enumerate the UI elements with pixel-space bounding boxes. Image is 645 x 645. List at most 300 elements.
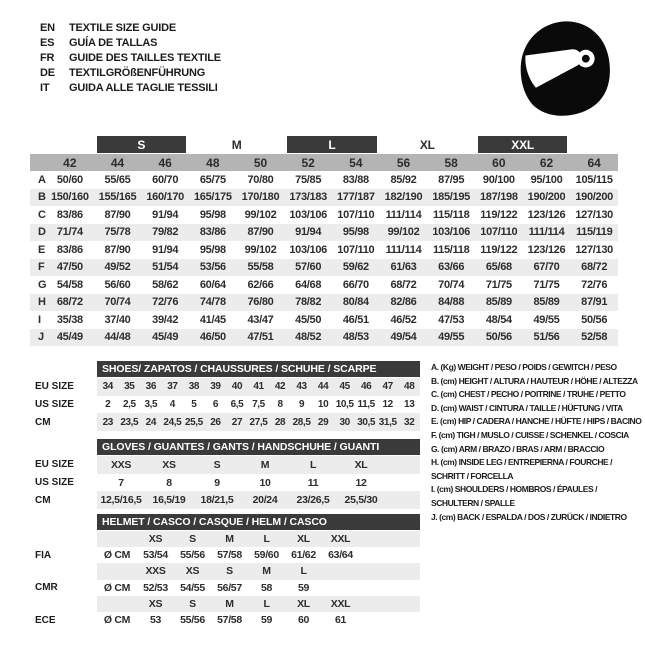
legend-item-b: B. (cm) HEIGHT / ALTURA / HAUTEUR / HÖHE / ALTEZZA <box>431 375 638 386</box>
size-value: 127/130 <box>575 243 613 256</box>
size-value: 59 <box>260 614 273 627</box>
size-value: 28,5 <box>292 416 311 428</box>
legend-item-d: D. (cm) WAIST / CINTURA / TAILLE / HÜFTUNG / VITA <box>431 402 623 413</box>
size-value: 49/55 <box>438 331 465 344</box>
size-value: 60 <box>297 614 310 627</box>
size-value: 115/118 <box>432 208 470 221</box>
numeric-size: 64 <box>587 155 601 170</box>
size-value: 83/86 <box>56 208 83 221</box>
size-value: 47/51 <box>247 331 274 344</box>
language-label: TEXTILGRÖßENFÜHRUNG <box>69 66 206 79</box>
size-value: 38 <box>188 381 200 393</box>
shoes-row-1 <box>35 378 420 396</box>
size-value: 105/115 <box>575 173 613 186</box>
size-value: 36 <box>145 381 156 393</box>
size-value: 111/114 <box>385 208 422 221</box>
size-value: 61/62 <box>291 549 316 562</box>
size-value: 72/76 <box>581 278 608 291</box>
size-value: 85/89 <box>533 296 560 309</box>
size-value: 160/170 <box>146 191 184 204</box>
helmet-sizes-row-ece <box>35 596 420 612</box>
size-value: 103/106 <box>289 208 327 221</box>
size-value: 123/126 <box>527 208 566 221</box>
size-value: 8 <box>277 399 283 411</box>
size-value: 55/56 <box>180 549 205 562</box>
size-value: 12 <box>355 476 367 489</box>
helmet-size-label: XXL <box>330 533 351 546</box>
language-list <box>40 20 221 95</box>
size-value: 115/119 <box>575 226 613 239</box>
size-value: 24,5 <box>163 416 182 428</box>
size-value: 29 <box>317 416 329 428</box>
row-label: EU SIZE <box>35 459 74 471</box>
size-value: 95/98 <box>199 208 226 221</box>
size-value: 13 <box>404 399 415 411</box>
row-key: D <box>38 226 46 239</box>
size-value: 59/62 <box>342 261 369 274</box>
textile-size-table <box>30 136 618 346</box>
numeric-size: 58 <box>444 155 458 170</box>
size-value: XL <box>354 458 368 471</box>
textile-row-d <box>30 224 618 242</box>
numeric-size-row <box>30 154 618 171</box>
size-value: L <box>309 458 317 471</box>
size-group-xl: XL <box>419 137 435 152</box>
size-value: 46/51 <box>342 313 369 326</box>
legend-item-e: E. (cm) HIP / CADERA / HANCHE / HÜFTE / HIPS / BACINO <box>431 416 642 427</box>
language-label: GUIDA ALLE TAGLIE TESSILI <box>69 81 218 94</box>
size-value: 41/45 <box>199 313 226 326</box>
language-code: FR <box>40 51 55 64</box>
size-value: 177/187 <box>336 191 375 204</box>
size-value: 123/126 <box>527 243 566 256</box>
size-value: 155/165 <box>98 191 137 204</box>
size-value: 59 <box>297 581 310 594</box>
size-value: 71/75 <box>533 278 560 291</box>
gloves-size-table <box>35 439 420 509</box>
size-value: 60/70 <box>152 173 179 186</box>
size-value: 34 <box>102 381 113 393</box>
language-row-de <box>40 65 221 80</box>
size-value: 52/58 <box>581 331 608 344</box>
size-value: 99/102 <box>387 226 420 239</box>
size-value <box>322 580 359 596</box>
size-value: 54/55 <box>180 581 205 594</box>
gloves-table-header <box>35 439 420 455</box>
size-value: 11,5 <box>357 399 375 411</box>
row-key: H <box>38 296 46 309</box>
size-value: 165/175 <box>193 191 232 204</box>
size-value: 54/58 <box>56 278 83 291</box>
size-value: 85/92 <box>390 173 417 186</box>
size-value: 23 <box>102 416 113 428</box>
size-value: 56/60 <box>104 278 131 291</box>
size-value: 187/198 <box>479 191 518 204</box>
language-row-fr <box>40 50 221 65</box>
helmet-table-title: HELMET / CASCO / CASQUE / HELM / CASCO <box>97 514 420 530</box>
size-value: 27 <box>231 416 243 428</box>
size-value: 64/68 <box>295 278 322 291</box>
size-value: 41 <box>253 381 264 393</box>
size-value: 83/88 <box>342 173 369 186</box>
size-value: 65/75 <box>199 173 226 186</box>
size-value: 10 <box>259 476 271 489</box>
size-value: 82/86 <box>390 296 417 309</box>
textile-table-body <box>30 171 618 346</box>
size-value: 2,5 <box>122 399 136 411</box>
size-value: 57/60 <box>295 261 322 274</box>
size-value: 49/55 <box>533 313 560 326</box>
size-value: 58 <box>260 581 273 594</box>
size-value: 30 <box>339 416 350 428</box>
row-label: US SIZE <box>35 477 74 489</box>
size-value: 190/200 <box>575 191 613 204</box>
row-label: US SIZE <box>35 399 74 411</box>
helmet-size-label: S <box>189 533 196 546</box>
diameter-unit-label: Ø CM <box>103 614 131 627</box>
size-value: 23/26,5 <box>296 494 330 507</box>
size-value: 39/42 <box>152 313 179 326</box>
legend-item-j: J. (cm) BACK / ESPALDA / DOS / ZURÜCK / INDIETRO <box>431 511 627 522</box>
size-value: 24 <box>145 416 156 428</box>
textile-row-j <box>30 329 618 347</box>
racing-helmet-icon <box>506 16 624 120</box>
size-value: 91/94 <box>152 208 179 221</box>
shoes-row-2 <box>35 396 420 414</box>
size-value: 90/100 <box>482 173 515 186</box>
size-value: 87/91 <box>581 296 608 309</box>
size-value: 23,5 <box>120 416 139 428</box>
helmet-values-row-ece <box>35 612 420 628</box>
size-value: 57/58 <box>217 614 242 627</box>
size-value: 35 <box>124 381 135 393</box>
legend-item-g: G. (cm) ARM / BRAZO / BRAS / ARM / BRACCIO <box>431 443 605 454</box>
shoes-table-header <box>35 361 420 377</box>
helmet-size-label: L <box>263 533 270 546</box>
size-group-l: L <box>287 136 376 153</box>
measurement-legend <box>431 361 645 524</box>
shoes-row-3 <box>35 413 420 431</box>
size-value: 55/58 <box>247 261 274 274</box>
gloves-table-title: GLOVES / GUANTES / GANTS / HANDSCHUHE / GUANTI <box>97 439 420 455</box>
size-value: 71/74 <box>56 226 83 239</box>
numeric-size: 48 <box>206 155 220 170</box>
row-key: F <box>38 261 45 274</box>
helmet-size-label: S <box>189 597 196 610</box>
size-value: 75/85 <box>295 173 322 186</box>
size-value: 5 <box>191 399 197 411</box>
size-value: 72/76 <box>152 296 179 309</box>
size-value: 37/40 <box>104 313 131 326</box>
size-value: 87/90 <box>247 226 274 239</box>
size-value: 48/52 <box>295 331 322 344</box>
textile-row-a <box>30 171 618 189</box>
size-value: 18/21,5 <box>200 494 234 507</box>
size-value: 68/72 <box>56 296 83 309</box>
language-row-it <box>40 80 221 95</box>
language-row-en <box>40 20 221 35</box>
size-value: 46/50 <box>199 331 226 344</box>
size-value: 87/90 <box>104 243 131 256</box>
size-value: 20/24 <box>252 494 278 507</box>
size-value: S <box>213 458 221 471</box>
gloves-row-3 <box>35 491 420 509</box>
textile-row-b <box>30 189 618 207</box>
size-value: 45/49 <box>152 331 179 344</box>
size-value: 30,5 <box>357 416 376 428</box>
row-label: EU SIZE <box>35 381 74 393</box>
helmet-size-label <box>322 563 359 579</box>
size-value: 51/54 <box>152 261 179 274</box>
textile-row-e <box>30 241 618 259</box>
legend-item-f: F. (cm) TIGH / MUSLO / CUISSE / SCHENKEL / COSCIA <box>431 429 629 440</box>
size-value: 43 <box>296 381 307 393</box>
helmet-size-label: XXS <box>145 565 166 578</box>
size-value: 53/54 <box>143 549 168 562</box>
diameter-unit-label: Ø CM <box>103 581 131 594</box>
language-row-es <box>40 35 221 50</box>
shoes-size-table <box>35 361 420 431</box>
legend-item-c: C. (cm) CHEST / PECHO / POITRINE / TRUHE / PETTO <box>431 389 626 400</box>
size-value: 84/88 <box>438 296 465 309</box>
size-value: 103/106 <box>432 226 470 239</box>
helmet-size-label: XS <box>148 597 163 610</box>
size-value: 48/53 <box>342 331 369 344</box>
size-value: 107/110 <box>337 208 375 221</box>
size-value: XS <box>162 458 176 471</box>
size-value: 48 <box>404 381 415 393</box>
size-value: 37 <box>167 381 178 393</box>
size-value: 68/72 <box>390 278 417 291</box>
size-value: 4 <box>169 399 175 411</box>
size-value: 67/70 <box>533 261 560 274</box>
row-key: G <box>38 278 47 291</box>
size-value: 70/74 <box>104 296 131 309</box>
standard-label: ECE <box>35 614 56 626</box>
size-value: 12 <box>382 399 393 411</box>
size-value: 87/95 <box>438 173 465 186</box>
size-value: M <box>260 458 270 471</box>
size-value: 57/58 <box>217 549 242 562</box>
size-value: 45 <box>339 381 350 393</box>
legend-item-h: H. (cm) INSIDE LEG / ENTREPIERNA / FOURCHE / SCHRITT / FORCELLA <box>431 457 613 481</box>
size-value: 85/89 <box>485 296 512 309</box>
size-value: 42 <box>274 381 286 393</box>
size-group-row <box>30 136 618 153</box>
row-key: A <box>38 173 46 186</box>
size-value: 49/54 <box>390 331 417 344</box>
size-value: 44/48 <box>104 331 131 344</box>
row-key: B <box>38 191 46 204</box>
helmet-sizes-row-cmr <box>35 563 420 579</box>
size-value: 50/56 <box>581 313 608 326</box>
diameter-unit-label: Ø CM <box>103 549 131 562</box>
size-value: 9 <box>214 476 220 489</box>
size-value: 111/114 <box>528 226 565 239</box>
size-value: 95/98 <box>342 226 369 239</box>
size-value: 70/80 <box>247 173 274 186</box>
size-value: 53 <box>149 614 162 627</box>
helmet-sizes-row-fia <box>35 531 420 547</box>
size-value: 7,5 <box>252 399 265 411</box>
size-value: 83/86 <box>199 226 226 239</box>
numeric-size: 56 <box>396 155 411 170</box>
numeric-size: 44 <box>110 155 125 170</box>
size-value: 11 <box>307 476 319 489</box>
size-value: 62/66 <box>247 278 274 291</box>
size-value: 127/130 <box>575 208 613 221</box>
numeric-size: 42 <box>63 155 77 170</box>
standard-label: CMR <box>35 582 58 594</box>
size-value: 111/114 <box>385 243 422 256</box>
size-value: 170/180 <box>241 191 280 204</box>
size-value: 12,5/16,5 <box>100 494 142 507</box>
size-value: 49/52 <box>104 261 131 274</box>
language-code: DE <box>40 66 55 79</box>
size-value: 50/56 <box>485 331 512 344</box>
row-key: E <box>38 243 46 256</box>
size-value: 52/53 <box>143 581 168 594</box>
helmet-values-row-cmr <box>35 580 420 596</box>
size-value: 47/53 <box>438 313 465 326</box>
size-group-xxl: XXL <box>478 136 567 153</box>
numeric-size: 60 <box>492 155 506 170</box>
size-value: 63/64 <box>328 549 353 562</box>
helmet-table-header <box>35 514 420 530</box>
size-value: 91/94 <box>295 226 322 239</box>
numeric-size: 46 <box>158 155 172 170</box>
size-group-m: M <box>231 137 242 152</box>
row-key: C <box>38 208 46 221</box>
size-value: 173/183 <box>289 191 327 204</box>
size-value: 70/74 <box>438 278 465 291</box>
helmet-size-label: L <box>300 565 307 578</box>
helmet-size-label: XS <box>148 533 163 546</box>
size-group-s: S <box>97 136 186 153</box>
size-value: 27,5 <box>249 416 268 428</box>
size-value: 107/110 <box>337 243 375 256</box>
row-key: I <box>38 313 42 326</box>
size-value: 47 <box>382 381 393 393</box>
size-value: 91/94 <box>152 243 179 256</box>
size-value: 46/52 <box>390 313 417 326</box>
row-label: CM <box>35 494 51 506</box>
size-value: 43/47 <box>247 313 274 326</box>
gloves-row-1 <box>35 456 420 474</box>
size-value: 190/200 <box>527 191 566 204</box>
size-value: 40 <box>231 381 243 393</box>
size-value: 45/49 <box>56 331 83 344</box>
size-value: 79/82 <box>152 226 179 239</box>
size-value: 95/98 <box>199 243 226 256</box>
size-value: 56/57 <box>217 581 242 594</box>
row-label: CM <box>35 416 51 428</box>
size-value: 103/106 <box>289 243 327 256</box>
textile-row-h <box>30 294 618 312</box>
size-value: 115/118 <box>432 243 470 256</box>
textile-row-g <box>30 276 618 294</box>
size-value: 35/38 <box>56 313 83 326</box>
size-value: 60/64 <box>199 278 226 291</box>
language-code: EN <box>40 21 55 34</box>
size-value: 78/82 <box>295 296 322 309</box>
size-value: 119/122 <box>480 208 518 221</box>
size-value: 76/80 <box>247 296 274 309</box>
size-value: 6 <box>212 399 218 411</box>
size-value: 25,5 <box>184 416 203 428</box>
size-value: 59/60 <box>254 549 279 562</box>
size-value: 119/122 <box>480 243 518 256</box>
standard-label: FIA <box>35 549 52 561</box>
size-value: 150/160 <box>50 191 89 204</box>
language-label: GUIDE DES TAILLES TEXTILE <box>69 51 221 64</box>
helmet-size-label: M <box>225 533 234 546</box>
size-value: 51/56 <box>533 331 560 344</box>
row-key: J <box>38 331 45 344</box>
size-value: 58/62 <box>152 278 179 291</box>
size-value: 55/65 <box>104 173 131 186</box>
helmet-size-label: XXL <box>330 597 351 610</box>
size-value: 16,5/19 <box>152 494 186 507</box>
size-value: 95/100 <box>530 173 563 186</box>
size-value: 10 <box>317 399 329 411</box>
size-value: XXS <box>110 458 132 471</box>
helmet-size-label: XS <box>185 565 200 578</box>
size-value: 87/90 <box>104 208 131 221</box>
language-label: TEXTILE SIZE GUIDE <box>69 21 177 34</box>
size-value: 63/66 <box>438 261 465 274</box>
legend-item-i: I. (cm) SHOULDERS / HOMBROS / ÉPAULES / SCHULTERN / SPALLE <box>431 484 598 508</box>
size-value: 9 <box>298 399 305 411</box>
helmet-values-row-fia <box>35 547 420 563</box>
size-value: 8 <box>166 476 172 489</box>
size-value: 53/56 <box>199 261 226 274</box>
size-value: 185/195 <box>432 191 470 204</box>
size-value: 39 <box>210 381 221 393</box>
size-value: 46 <box>360 381 372 393</box>
helmet-size-label: L <box>263 597 270 610</box>
shoes-table-title: SHOES/ ZAPATOS / CHAUSSURES / SCHUHE / SCARPE <box>97 361 420 377</box>
helmet-size-label: M <box>262 565 271 578</box>
textile-row-i <box>30 311 618 329</box>
size-value: 68/72 <box>581 261 608 274</box>
size-value: 107/110 <box>480 226 518 239</box>
size-value: 99/102 <box>244 208 277 221</box>
gloves-row-2 <box>35 474 420 492</box>
textile-row-c <box>30 206 618 224</box>
size-value: 80/84 <box>342 296 369 309</box>
size-value: 74/78 <box>199 296 226 309</box>
size-value: 50/60 <box>56 173 83 186</box>
size-value: 47/50 <box>56 261 83 274</box>
size-value: 32 <box>404 416 415 428</box>
size-value: 65/68 <box>485 261 512 274</box>
size-value: 83/86 <box>56 243 83 256</box>
legend-item-a: A. (Kg) WEIGHT / PESO / POIDS / GEWITCH / PESO <box>431 362 617 372</box>
size-value: 2 <box>105 399 111 411</box>
helmet-size-label: XL <box>297 597 310 610</box>
size-value: 3,5 <box>144 399 158 411</box>
helmet-size-label: S <box>226 565 233 578</box>
size-value: 26 <box>210 416 221 428</box>
language-label: GUÍA DE TALLAS <box>69 36 158 49</box>
size-value: 66/70 <box>342 278 369 291</box>
size-value: 75/78 <box>104 226 131 239</box>
size-value: 25,5/30 <box>344 494 378 507</box>
helmet-size-label: XL <box>297 533 310 546</box>
numeric-size: 54 <box>349 155 363 170</box>
numeric-size: 52 <box>301 155 315 170</box>
